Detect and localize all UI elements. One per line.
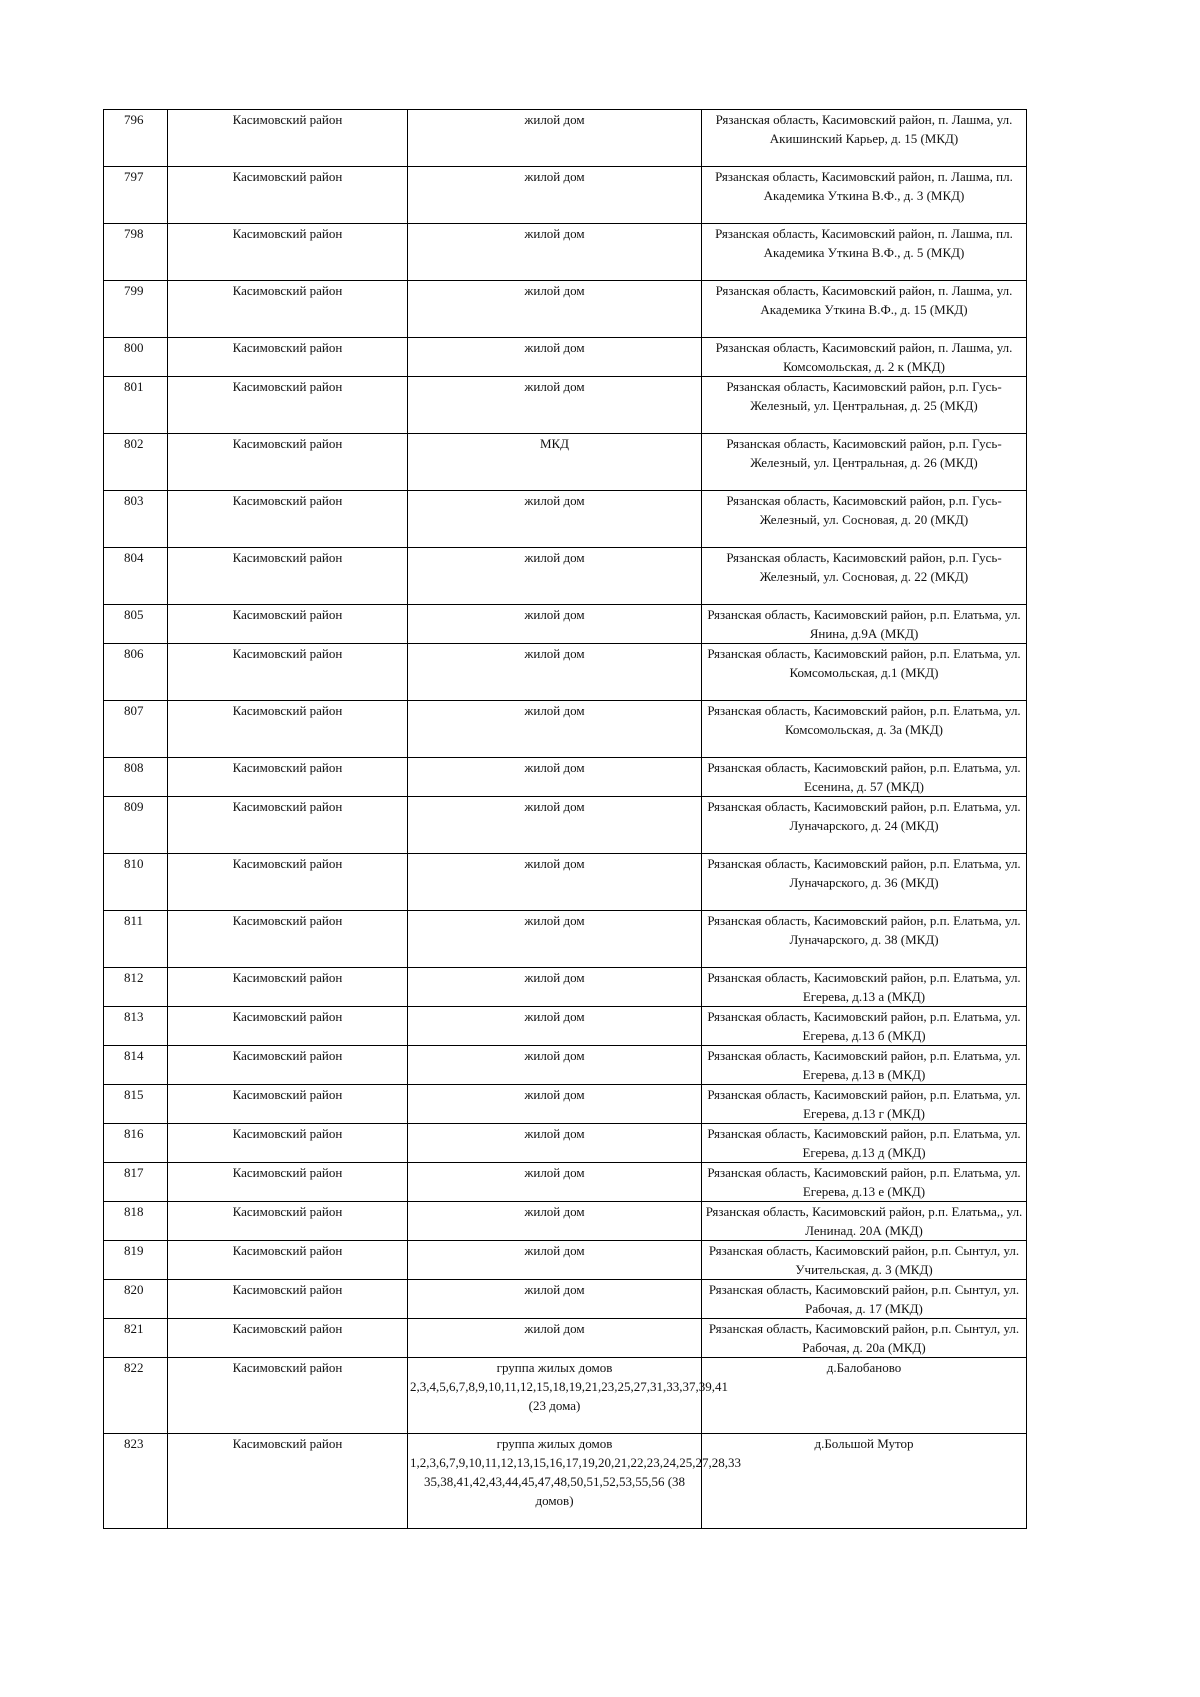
row-number-cell: 804 [104, 548, 168, 605]
table-row [104, 797, 1027, 854]
row-number-cell: 796 [104, 110, 168, 167]
object-type-cell: жилой дом [408, 644, 702, 701]
object-type-cell: жилой дом [408, 167, 702, 224]
district-cell: Касимовский район [168, 1434, 408, 1529]
object-type-cell: жилой дом [408, 377, 702, 434]
district-cell: Касимовский район [168, 1124, 408, 1163]
object-type-cell: группа жилых домов 1,2,3,6,7,9,10,11,12,13,15,16,17,19,20,21,22,23,24,25,27,28,33 35,38,41,42,43,44,45,47,48,50,51,52,53,55,56 (38 домов) [408, 1434, 702, 1529]
row-number-cell: 805 [104, 605, 168, 644]
address-cell: Рязанская область, Касимовский район, р.п. Елатьма, ул. Луначарского, д. 24 (МКД) [702, 797, 1027, 854]
table-row [104, 1007, 1027, 1046]
district-cell: Касимовский район [168, 1280, 408, 1319]
address-cell: Рязанская область, Касимовский район, р.п. Елатьма, ул. Егерева, д.13 д (МКД) [702, 1124, 1027, 1163]
object-type-cell: жилой дом [408, 338, 702, 377]
table-row [104, 758, 1027, 797]
object-type-cell: жилой дом [408, 1007, 702, 1046]
address-cell: Рязанская область, Касимовский район, п. Лашма, ул. Акишинский Карьер, д. 15 (МКД) [702, 110, 1027, 167]
district-cell: Касимовский район [168, 644, 408, 701]
table-row [104, 968, 1027, 1007]
row-number-cell: 822 [104, 1358, 168, 1434]
district-cell: Касимовский район [168, 1241, 408, 1280]
address-cell: Рязанская область, Касимовский район, р.п. Гусь-Железный, ул. Центральная, д. 25 (МКД) [702, 377, 1027, 434]
district-cell: Касимовский район [168, 110, 408, 167]
table-row [104, 644, 1027, 701]
table-row [104, 605, 1027, 644]
address-cell: Рязанская область, Касимовский район, п. Лашма, пл. Академика Уткина В.Ф., д. 5 (МКД) [702, 224, 1027, 281]
address-cell: Рязанская область, Касимовский район, п. Лашма, ул. Комсомольская, д. 2 к (МКД) [702, 338, 1027, 377]
address-cell: Рязанская область, Касимовский район, р.п. Сынтул, ул. Учительская, д. 3 (МКД) [702, 1241, 1027, 1280]
address-cell: Рязанская область, Касимовский район, р.п. Елатьма, ул. Егерева, д.13 б (МКД) [702, 1007, 1027, 1046]
district-cell: Касимовский район [168, 1163, 408, 1202]
row-number-cell: 820 [104, 1280, 168, 1319]
row-number-cell: 797 [104, 167, 168, 224]
table-row [104, 701, 1027, 758]
district-cell: Касимовский район [168, 377, 408, 434]
object-type-cell: жилой дом [408, 281, 702, 338]
object-type-cell: жилой дом [408, 1280, 702, 1319]
row-number-cell: 821 [104, 1319, 168, 1358]
table-row [104, 491, 1027, 548]
district-cell: Касимовский район [168, 1202, 408, 1241]
row-number-cell: 815 [104, 1085, 168, 1124]
object-type-cell: жилой дом [408, 854, 702, 911]
object-type-cell: жилой дом [408, 1046, 702, 1085]
row-number-cell: 802 [104, 434, 168, 491]
object-type-cell: МКД [408, 434, 702, 491]
table-row [104, 548, 1027, 605]
row-number-cell: 819 [104, 1241, 168, 1280]
district-cell: Касимовский район [168, 548, 408, 605]
table-row [104, 1202, 1027, 1241]
row-number-cell: 800 [104, 338, 168, 377]
address-cell: Рязанская область, Касимовский район, р.п. Елатьма, ул. Луначарского, д. 36 (МКД) [702, 854, 1027, 911]
district-cell: Касимовский район [168, 605, 408, 644]
address-cell: Рязанская область, Касимовский район, р.п. Сынтул, ул. Рабочая, д. 20а (МКД) [702, 1319, 1027, 1358]
address-cell: Рязанская область, Касимовский район, р.п. Елатьма, ул. Егерева, д.13 а (МКД) [702, 968, 1027, 1007]
object-type-cell: жилой дом [408, 701, 702, 758]
table-row [104, 434, 1027, 491]
row-number-cell: 803 [104, 491, 168, 548]
row-number-cell: 823 [104, 1434, 168, 1529]
table-row [104, 167, 1027, 224]
address-cell: Рязанская область, Касимовский район, р.п. Елатьма, ул. Есенина, д. 57 (МКД) [702, 758, 1027, 797]
district-cell: Касимовский район [168, 701, 408, 758]
object-type-cell: жилой дом [408, 1319, 702, 1358]
district-cell: Касимовский район [168, 758, 408, 797]
row-number-cell: 817 [104, 1163, 168, 1202]
table-row [104, 1319, 1027, 1358]
address-cell: Рязанская область, Касимовский район, р.п. Гусь-Железный, ул. Центральная, д. 26 (МКД) [702, 434, 1027, 491]
address-cell: Рязанская область, Касимовский район, р.п. Елатьма, ул. Янина, д.9А (МКД) [702, 605, 1027, 644]
address-cell: Рязанская область, Касимовский район, р.п. Елатьма, ул. Егерева, д.13 е (МКД) [702, 1163, 1027, 1202]
object-type-cell: жилой дом [408, 1124, 702, 1163]
object-type-cell: жилой дом [408, 1241, 702, 1280]
address-cell: Рязанская область, Касимовский район, п. Лашма, пл. Академика Уткина В.Ф., д. 3 (МКД) [702, 167, 1027, 224]
district-cell: Касимовский район [168, 224, 408, 281]
address-cell: Рязанская область, Касимовский район, р.п. Елатьма, ул. Егерева, д.13 в (МКД) [702, 1046, 1027, 1085]
housing-registry-table [103, 109, 1027, 1529]
table-row [104, 1046, 1027, 1085]
table-row [104, 1085, 1027, 1124]
table-row [104, 1124, 1027, 1163]
row-number-cell: 798 [104, 224, 168, 281]
table-row [104, 110, 1027, 167]
table-row [104, 1163, 1027, 1202]
table-row [104, 854, 1027, 911]
object-type-cell: жилой дом [408, 797, 702, 854]
object-type-cell: жилой дом [408, 491, 702, 548]
table-row [104, 377, 1027, 434]
district-cell: Касимовский район [168, 338, 408, 377]
district-cell: Касимовский район [168, 1085, 408, 1124]
registry-table-body [104, 110, 1027, 1529]
table-row [104, 1280, 1027, 1319]
object-type-cell: жилой дом [408, 1085, 702, 1124]
row-number-cell: 810 [104, 854, 168, 911]
district-cell: Касимовский район [168, 1046, 408, 1085]
object-type-cell: жилой дом [408, 548, 702, 605]
address-cell: д.Балобаново [702, 1358, 1027, 1434]
district-cell: Касимовский район [168, 167, 408, 224]
row-number-cell: 809 [104, 797, 168, 854]
row-number-cell: 813 [104, 1007, 168, 1046]
object-type-cell: жилой дом [408, 224, 702, 281]
address-cell: д.Большой Мутор [702, 1434, 1027, 1529]
table-row [104, 1434, 1027, 1529]
table-row [104, 281, 1027, 338]
row-number-cell: 814 [104, 1046, 168, 1085]
district-cell: Касимовский район [168, 797, 408, 854]
object-type-cell: жилой дом [408, 605, 702, 644]
address-cell: Рязанская область, Касимовский район, р.п. Сынтул, ул. Рабочая, д. 17 (МКД) [702, 1280, 1027, 1319]
object-type-cell: жилой дом [408, 911, 702, 968]
object-type-cell: жилой дом [408, 1202, 702, 1241]
row-number-cell: 808 [104, 758, 168, 797]
table-row [104, 224, 1027, 281]
address-cell: Рязанская область, Касимовский район, р.п. Елатьма, ул. Комсомольская, д. 3а (МКД) [702, 701, 1027, 758]
object-type-cell: жилой дом [408, 110, 702, 167]
row-number-cell: 812 [104, 968, 168, 1007]
object-type-cell: жилой дом [408, 968, 702, 1007]
table-row [104, 911, 1027, 968]
object-type-cell: жилой дом [408, 1163, 702, 1202]
table-row [104, 1358, 1027, 1434]
table-row [104, 1241, 1027, 1280]
row-number-cell: 806 [104, 644, 168, 701]
address-cell: Рязанская область, Касимовский район, р.п. Елатьма, ул. Егерева, д.13 г (МКД) [702, 1085, 1027, 1124]
address-cell: Рязанская область, Касимовский район, р.п. Гусь-Железный, ул. Сосновая, д. 22 (МКД) [702, 548, 1027, 605]
row-number-cell: 799 [104, 281, 168, 338]
table-row [104, 338, 1027, 377]
row-number-cell: 818 [104, 1202, 168, 1241]
address-cell: Рязанская область, Касимовский район, р.п. Гусь-Железный, ул. Сосновая, д. 20 (МКД) [702, 491, 1027, 548]
district-cell: Касимовский район [168, 854, 408, 911]
address-cell: Рязанская область, Касимовский район, р.п. Елатьма,, ул. Ленинад. 20А (МКД) [702, 1202, 1027, 1241]
object-type-cell: жилой дом [408, 758, 702, 797]
row-number-cell: 811 [104, 911, 168, 968]
district-cell: Касимовский район [168, 1007, 408, 1046]
district-cell: Касимовский район [168, 281, 408, 338]
object-type-cell: группа жилых домов 2,3,4,5,6,7,8,9,10,11,12,15,18,19,21,23,25,27,31,33,37,39,41 (23 дома) [408, 1358, 702, 1434]
address-cell: Рязанская область, Касимовский район, р.п. Елатьма, ул. Луначарского, д. 38 (МКД) [702, 911, 1027, 968]
address-cell: Рязанская область, Касимовский район, п. Лашма, ул. Академика Уткина В.Ф., д. 15 (МКД) [702, 281, 1027, 338]
row-number-cell: 816 [104, 1124, 168, 1163]
district-cell: Касимовский район [168, 911, 408, 968]
district-cell: Касимовский район [168, 434, 408, 491]
row-number-cell: 801 [104, 377, 168, 434]
district-cell: Касимовский район [168, 1319, 408, 1358]
row-number-cell: 807 [104, 701, 168, 758]
address-cell: Рязанская область, Касимовский район, р.п. Елатьма, ул. Комсомольская, д.1 (МКД) [702, 644, 1027, 701]
district-cell: Касимовский район [168, 1358, 408, 1434]
district-cell: Касимовский район [168, 968, 408, 1007]
district-cell: Касимовский район [168, 491, 408, 548]
